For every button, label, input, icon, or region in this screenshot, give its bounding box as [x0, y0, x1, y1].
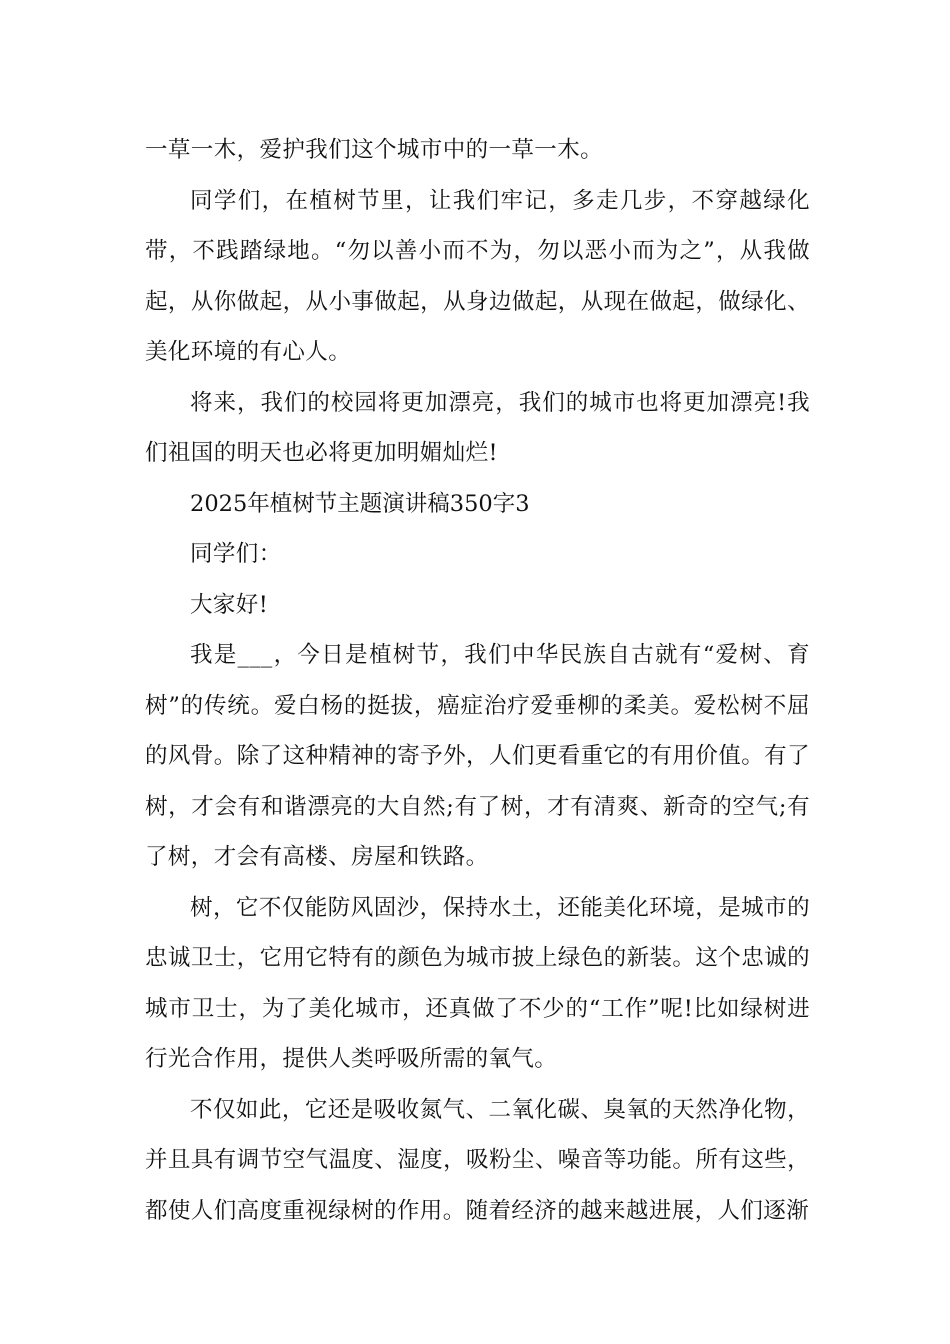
- paragraph-tree-festival-appeal: 同学们，在植树节里，让我们牢记，多走几步，不穿越绿化带，不践踏绿地。“勿以善小而不为，勿以恶小而为之”，从我做起，从你做起，从小事做起，从身边做起，从现在做起，做绿化、美化环境的有心人。: [145, 187, 810, 365]
- paragraph-tree-guardian: 树，它不仅能防风固沙，保持水土，还能美化环境，是城市的忠诚卫士，它用它特有的颜色为城市披上绿色的新装。这个忠诚的城市卫士，为了美化城市，还真做了不少的“工作”呢!比如绿树进行光合作用，提供人类呼吸所需的氧气。: [145, 894, 810, 1072]
- paragraph-future-campus: 将来，我们的校园将更加漂亮，我们的城市也将更加漂亮!我们祖国的明天也必将更加明媚灿烂!: [145, 389, 810, 466]
- salutation-students: 同学们：: [190, 541, 282, 567]
- document-body: [145, 125, 810, 1236]
- paragraph-continuation: 一草一木，爱护我们这个城市中的一草一木。: [145, 137, 604, 163]
- paragraph-tree-functions: 不仅如此，它还是吸收氮气、二氧化碳、臭氧的天然净化物，并且具有调节空气温度、湿度，吸粉尘、噪音等功能。所有这些，都使人们高度重视绿树的作用。随着经济的越来越进展，人们逐渐: [145, 1096, 810, 1224]
- speech-heading: 2025年植树节主题演讲稿350字3: [190, 490, 530, 517]
- paragraph-introduction: 我是___，今日是植树节，我们中华民族自古就有“爱树、育树”的传统。爱白杨的挺拔，癌症治疗爱垂柳的柔美。爱松树不屈的风骨。除了这种精神的寄予外，人们更看重它的有用价值。有了树，才会有和谐漂亮的大自然;有了树，才有清爽、新奇的空气;有了树，才会有高楼、房屋和铁路。: [145, 642, 810, 870]
- greeting: 大家好!: [190, 591, 269, 618]
